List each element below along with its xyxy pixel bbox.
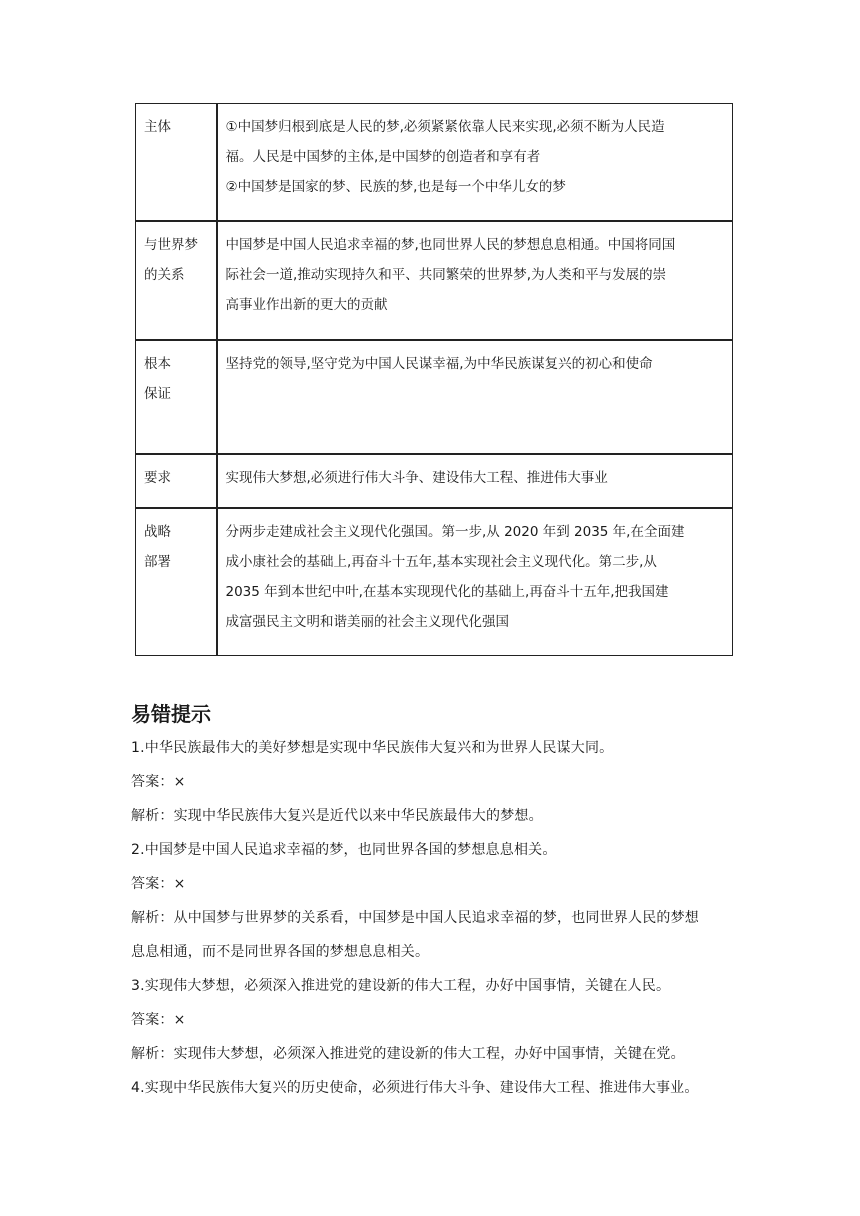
row-content xyxy=(217,221,733,340)
table-row-strategy xyxy=(136,508,733,656)
explanation-3: 解析：实现伟大梦想，必须深入推进党的建设新的伟大工程，办好中国事情，关键在党。 xyxy=(131,1046,685,1062)
knowledge-table xyxy=(135,103,733,656)
row-label: 主体 xyxy=(136,104,217,221)
question-3: 3.实现伟大梦想，必须深入推进党的建设新的伟大工程，办好中国事情，关键在人民。 xyxy=(131,978,671,994)
explanation-2: 解析：从中国梦与世界梦的关系看，中国梦是中国人民追求幸福的梦，也同世界人民的梦想 xyxy=(131,910,699,926)
content-line: 际社会一道,推动实现持久和平、共同繁荣的世界梦,为人类和平与发展的崇 xyxy=(225,266,667,283)
table-row-guarantee xyxy=(136,340,733,454)
row-content xyxy=(217,508,733,656)
content-line: ②中国梦是国家的梦、民族的梦,也是每一个中华儿女的梦 xyxy=(225,179,566,195)
row-content xyxy=(217,454,733,508)
table-row-requirement xyxy=(136,454,733,508)
row-label: 根本 保证 xyxy=(136,340,217,454)
explanation-1: 解析：实现中华民族伟大复兴是近代以来中华民族最伟大的梦想。 xyxy=(131,808,543,824)
section-title: 易错提示 xyxy=(131,702,211,726)
content-line: ①中国梦归根到底是人民的梦,必须紧紧依靠人民来实现,必须不断为人民造 xyxy=(225,119,665,135)
explanation-2-cont: 息息相通，而不是同世界各国的梦想息息相关。 xyxy=(131,944,430,960)
content-line: 2035 年到本世纪中叶,在基本实现现代化的基础上,再奋斗十五年,把我国建 xyxy=(225,583,669,600)
row-content xyxy=(217,340,733,454)
row-label: 战略 部署 xyxy=(136,508,217,656)
question-2: 2.中国梦是中国人民追求幸福的梦，也同世界各国的梦想息息相关。 xyxy=(131,842,557,858)
answer-2: 答案：× xyxy=(131,876,186,892)
table-row-world-dream xyxy=(136,221,733,340)
content-line: 中国梦是中国人民追求幸福的梦,也同世界人民的梦想息息相通。中国将同国 xyxy=(225,236,676,253)
question-4: 4.实现中华民族伟大复兴的历史使命，必须进行伟大斗争、建设伟大工程、推进伟大事业。 xyxy=(131,1080,699,1096)
content-line: 实现伟大梦想,必须进行伟大斗争、建设伟大工程、推进伟大事业 xyxy=(225,469,608,486)
content-line: 分两步走建成社会主义现代化强国。第一步,从 2020 年到 2035 年,在全面建 xyxy=(225,523,685,540)
row-content xyxy=(217,104,733,221)
content-line: 福。人民是中国梦的主体,是中国梦的创造者和享有者 xyxy=(225,149,541,165)
content-line: 成富强民主文明和谐美丽的社会主义现代化强国 xyxy=(225,613,509,630)
content-line: 高事业作出新的更大的贡献 xyxy=(225,296,388,313)
error-tips-section xyxy=(131,699,741,1105)
question-1: 1.中华民族最伟大的美好梦想是实现中华民族伟大复兴和为世界人民谋大同。 xyxy=(131,740,614,756)
row-label: 要求 xyxy=(136,454,217,508)
answer-1: 答案：× xyxy=(131,774,186,790)
row-label: 与世界梦 的关系 xyxy=(136,221,217,340)
content-line: 成小康社会的基础上,再奋斗十五年,基本实现社会主义现代化。第二步,从 xyxy=(225,553,657,570)
answer-3: 答案：× xyxy=(131,1012,186,1028)
table-row-subject xyxy=(136,104,733,221)
content-line: 坚持党的领导,坚守党为中国人民谋幸福,为中华民族谋复兴的初心和使命 xyxy=(225,355,653,372)
